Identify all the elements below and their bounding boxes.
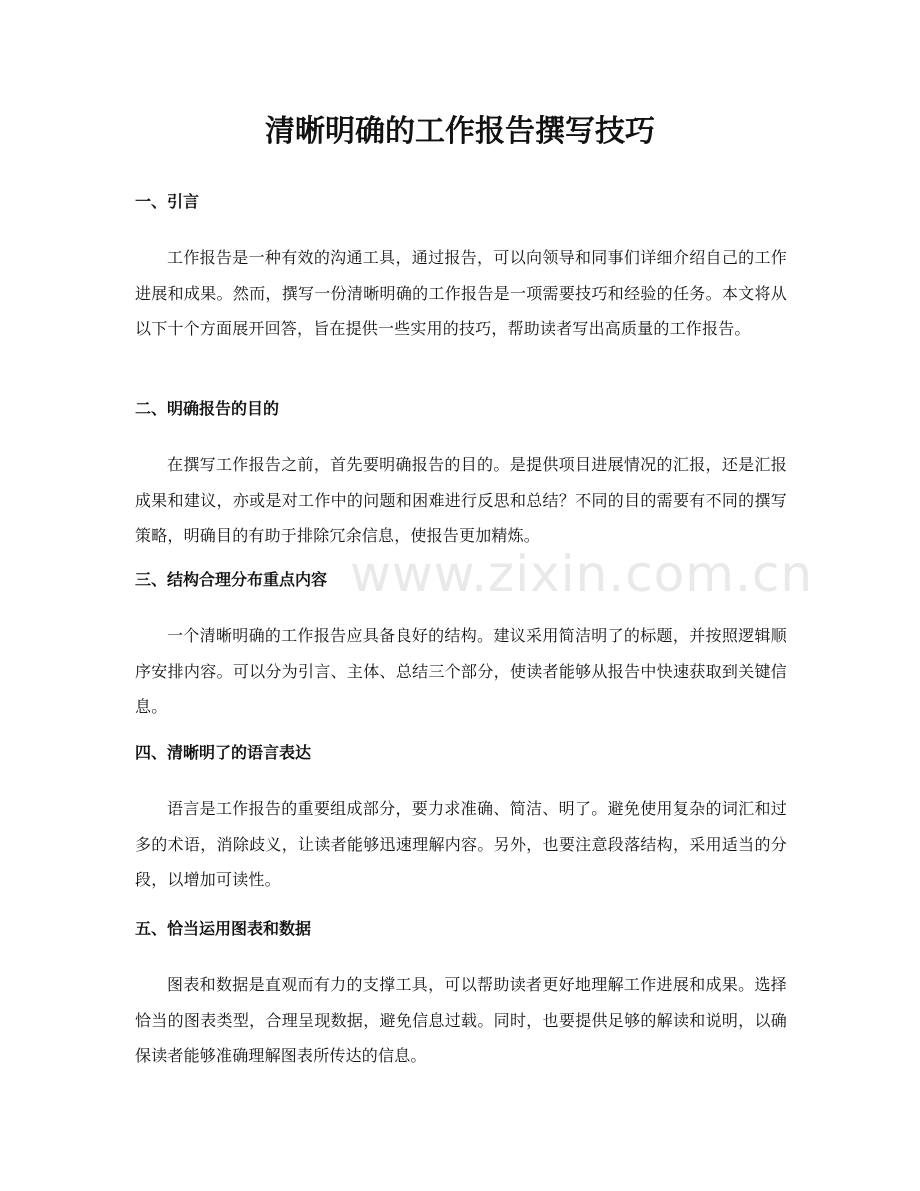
section-paragraph: 语言是工作报告的重要组成部分，要力求准确、简洁、明了。避免使用复杂的词汇和过多的术语，消除歧义，让读者能够迅速理解内容。另外，也要注意段落结构，采用适当的分段，以增加可读性。 [135,799,787,889]
section-paragraph: 图表和数据是直观而有力的支撑工具，可以帮助读者更好地理解工作进展和成果。选择恰当的图表类型，合理呈现数据，避免信息过载。同时，也要提供足够的解读和说明，以确保读者能够准确理解图表所传达的信息。 [135,975,787,1065]
section-structure [135,568,787,725]
section-paragraph: 工作报告是一种有效的沟通工具，通过报告，可以向领导和同事们详细介绍自己的工作进展和成果。然而，撰写一份清晰明确的工作报告是一项需要技巧和经验的任务。本文将从以下十个方面展开回答，旨在提供一些实用的技巧，帮助读者写出高质量的工作报告。 [135,248,787,338]
section-heading: 一、引言 [135,192,200,211]
section-heading: 四、清晰明了的语言表达 [135,743,312,762]
section-report-purpose [135,397,787,554]
page-title: 清晰明确的工作报告撰写技巧 [265,114,655,149]
section-charts-data [135,917,787,1074]
watermark: www.zixin.com.cn [350,545,814,603]
section-paragraph: 在撰写工作报告之前，首先要明确报告的目的。是提供项目进展情况的汇报，还是汇报成果和建议，亦或是对工作中的问题和困难进行反思和总结？不同的目的需要有不同的撰写策略，明确目的有助于排除冗余信息，使报告更加精炼。 [135,455,787,545]
section-heading: 三、结构合理分布重点内容 [135,570,328,589]
section-introduction [135,190,787,347]
section-heading: 二、明确报告的目的 [135,399,280,418]
section-heading: 五、恰当运用图表和数据 [135,919,312,938]
section-paragraph: 一个清晰明确的工作报告应具备良好的结构。建议采用简洁明了的标题，并按照逻辑顺序安排内容。可以分为引言、主体、总结三个部分，使读者能够从报告中快速获取到关键信息。 [135,626,787,716]
section-language [135,741,787,898]
